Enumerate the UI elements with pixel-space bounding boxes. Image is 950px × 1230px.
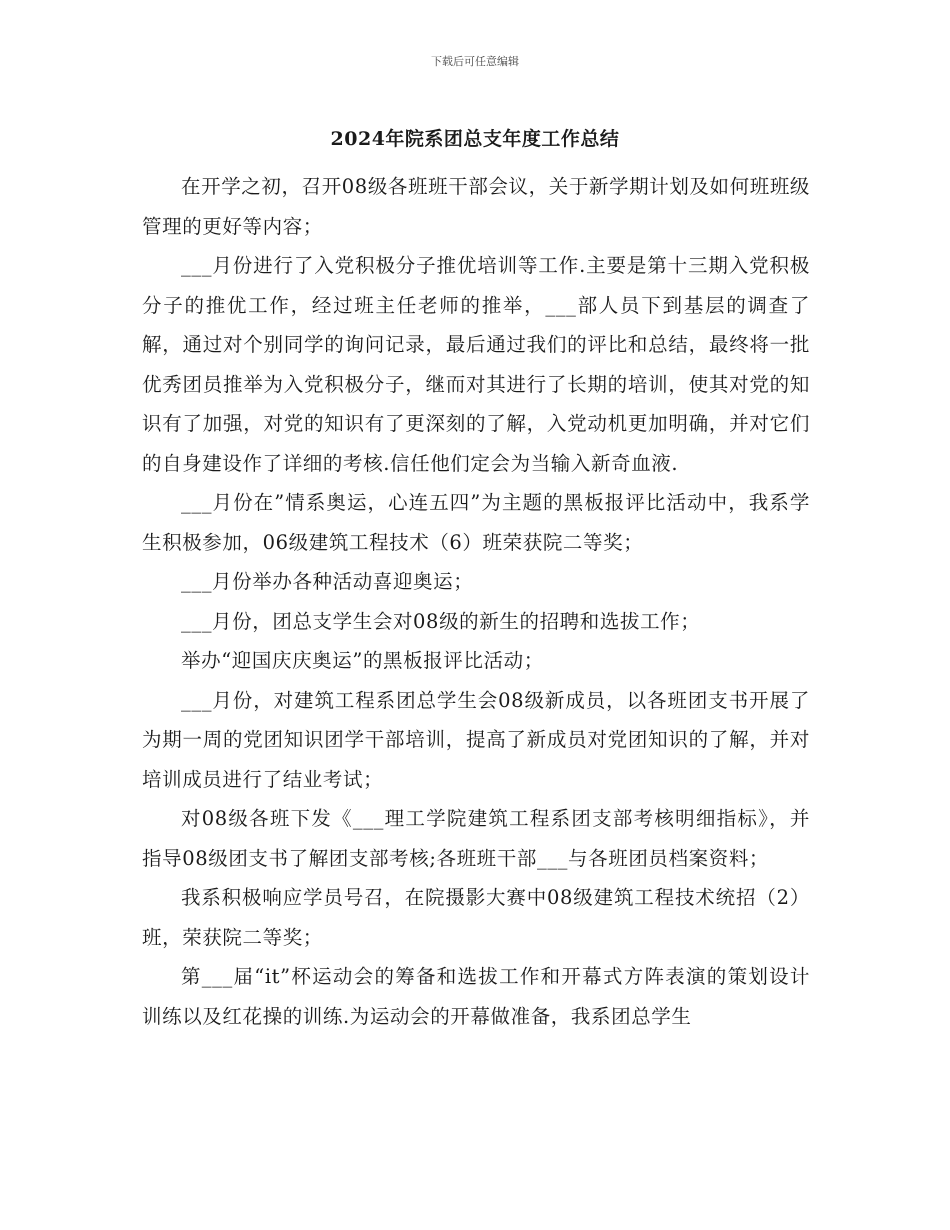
paragraph-4: ___月份举办各种活动喜迎奥运；	[181, 570, 474, 593]
paragraph-3: ___月份在”情系奥运，心连五四”为主题的黑板报评比活动中，我系学生积极参加，06级建筑工程技术（6）班荣获院二等奖；	[142, 491, 810, 554]
paragraph-2: ___月份进行了入党积极分子推优培训等工作.主要是第十三期入党积极分子的推优工作，经过班主任老师的推举，___部人员下到基层的调查了解，通过对个别同学的询问记录，最后通过我们的评比和总结，最终将一批优秀团员推举为入党积极分子，继而对其进行了长期的培训，使其对党的知识有了加强，对党的知识有了更深刻的了解，入党动机更加明确，并对它们的自身建设作了详细的考核.信任他们定会为当输入新奇血液.	[142, 254, 810, 475]
document-body	[142, 167, 810, 1036]
header-note: 下载后可任意编辑	[431, 55, 519, 68]
paragraph-6: 举办“迎国庆庆奥运”的黑板报评比活动；	[181, 649, 544, 672]
paragraph-8: 对08级各班下发《___理工学院建筑工程系团支部考核明细指标》，并指导08级团支书了解团支部考核;各班班干部___与各班团员档案资料；	[142, 807, 810, 870]
paragraph-10: 第___届“it”杯运动会的筹备和选拔工作和开幕式方阵表演的策划设计训练以及红花操的训练.为运动会的开幕做准备，我系团总学生	[142, 965, 810, 1028]
paragraph-7: ___月份，对建筑工程系团总学生会08级新成员，以各班团支书开展了为期一周的党团知识团学干部培训，提高了新成员对党团知识的了解，并对培训成员进行了结业考试；	[142, 688, 810, 791]
document-title: 2024年院系团总支年度工作总结	[330, 128, 620, 150]
paragraph-9: 我系积极响应学员号召，在院摄影大赛中08级建筑工程技术统招（2）班，荣获院二等奖；	[142, 886, 810, 949]
paragraph-5: ___月份，团总支学生会对08级的新生的招聘和选拔工作；	[181, 609, 701, 633]
paragraph-1: 在开学之初，召开08级各班班干部会议，关于新学期计划及如何班班级管理的更好等内容；	[142, 175, 811, 238]
